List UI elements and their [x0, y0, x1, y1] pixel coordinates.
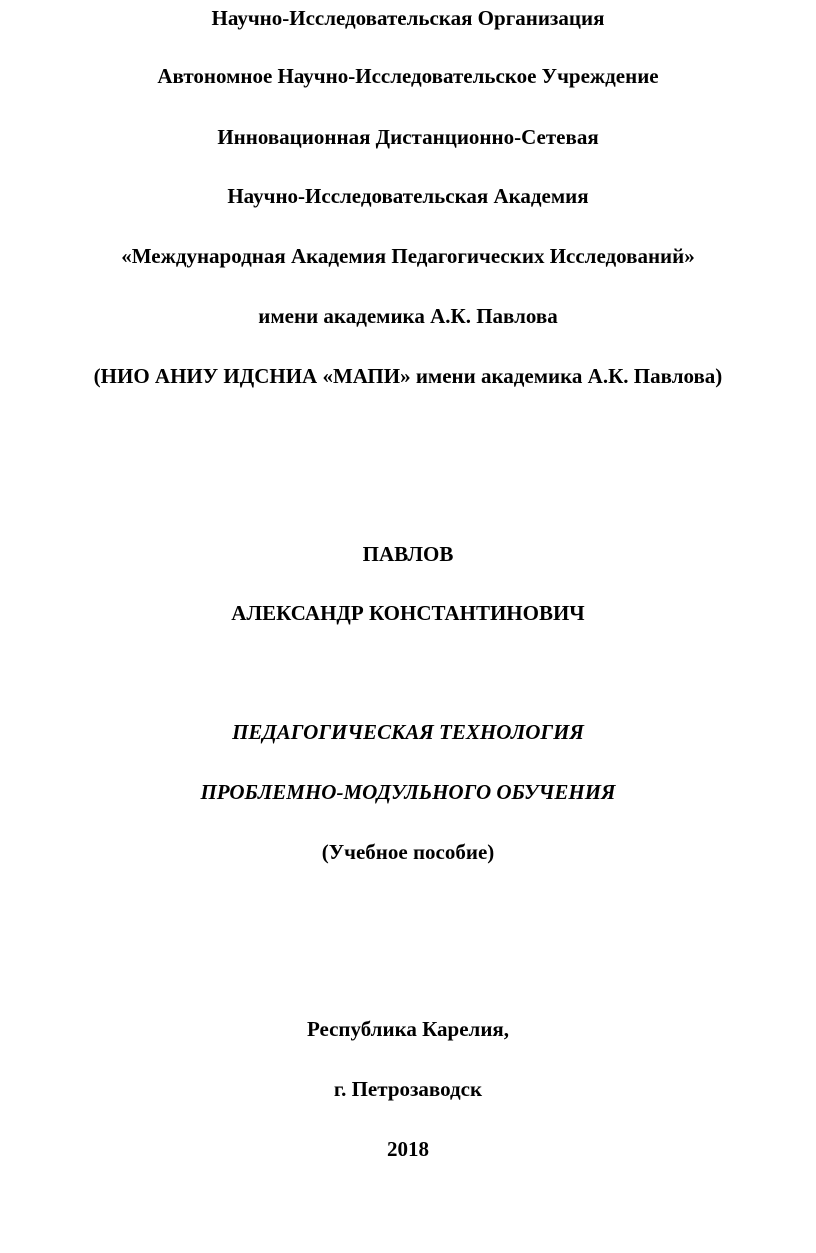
imprint-year: 2018 — [387, 1137, 429, 1161]
author-surname: ПАВЛОВ — [362, 542, 454, 566]
organization-line-1: Научно-Исследовательская Организация — [211, 6, 605, 30]
book-title-line-1: ПЕДАГОГИЧЕСКАЯ ТЕХНОЛОГИЯ — [232, 720, 584, 744]
organization-line-4: Научно-Исследовательская Академия — [227, 184, 589, 208]
author-given-names: АЛЕКСАНДР КОНСТАНТИНОВИЧ — [231, 601, 585, 625]
organization-line-6: имени академика А.К. Павлова — [258, 304, 558, 328]
imprint-region: Республика Карелия, — [306, 1017, 510, 1041]
book-subtitle: (Учебное пособие) — [321, 840, 495, 864]
imprint-city: г. Петрозаводск — [333, 1077, 483, 1101]
book-title-line-2: ПРОБЛЕМНО-МОДУЛЬНОГО ОБУЧЕНИЯ — [200, 780, 616, 804]
organization-line-5: «Международная Академия Педагогических Исследований» — [121, 244, 695, 268]
organization-line-3: Инновационная Дистанционно-Сетевая — [217, 125, 599, 149]
organization-line-7: (НИО АНИУ ИДСНИА «МАПИ» имени академика А.К. Павлова) — [93, 364, 723, 388]
organization-line-2: Автономное Научно-Исследовательское Учреждение — [157, 64, 659, 88]
